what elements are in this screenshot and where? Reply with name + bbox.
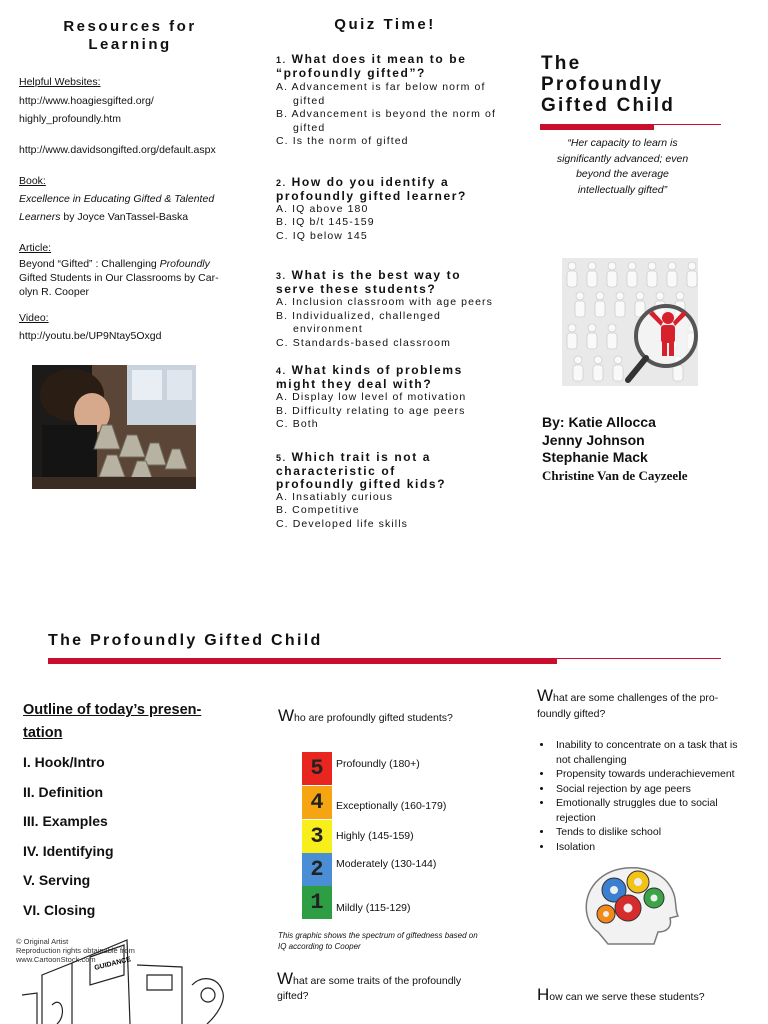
- giftedness-scale: [302, 752, 502, 920]
- challenge-item: • Emotionally struggles due to social rejection: [553, 796, 747, 825]
- scale-level-box: 3: [302, 820, 332, 853]
- quiz-question-2: 2. How do you identify a profoundly gifted learner? A. IQ above 180 B. IQ b/t 145-159 C. IQ below 145: [276, 176, 496, 244]
- websites-label: Helpful Websites:: [19, 76, 101, 88]
- outline-item: VI. Closing: [23, 901, 96, 918]
- quiz-title: Quiz Time!: [334, 16, 436, 33]
- cover-quote: “Her capacity to learn is significantly advanced; even beyond the average intellectually gifted”: [556, 137, 689, 196]
- cover-title: The Profoundly Gifted Child: [541, 53, 676, 116]
- scale-caption: This graphic shows the spectrum of giftedness based on IQ according to Cooper: [278, 931, 478, 951]
- serve-heading: How can we serve these students?: [537, 985, 705, 1004]
- resources-title: Resources for Learning: [63, 18, 197, 53]
- link-hoagies[interactable]: http://www.hoagiesgifted.org/ highly_profoundly.htm: [19, 95, 154, 125]
- video-label: Video:: [19, 312, 49, 324]
- answer-option: B. IQ b/t 145-159: [276, 216, 375, 228]
- challenge-item: • Tends to dislike school: [553, 825, 747, 840]
- outline-list: [23, 754, 114, 931]
- answer-option: A. IQ above 180: [276, 202, 369, 215]
- cartoon-credit: © Original Artist Reproduction rights obtainable from www.CartoonStock.com: [16, 937, 135, 964]
- answer-option: A. Advancement is far below norm of gifted: [276, 81, 486, 107]
- answer-option: C. Developed life skills: [276, 517, 409, 530]
- challenge-item: • Isolation: [553, 840, 747, 855]
- scale-level-box: 2: [302, 853, 332, 886]
- outline-item: I. Hook/Intro: [23, 754, 105, 770]
- article-line3: olyn R. Cooper: [19, 286, 90, 298]
- quiz-questions: [276, 53, 496, 531]
- answer-option: B. Advancement is beyond the norm of gifted: [276, 108, 496, 134]
- scale-label: Mildly (115-129): [336, 902, 411, 914]
- child-bells-photo: [32, 365, 196, 489]
- scale-label: Moderately (130-144): [336, 858, 437, 870]
- book-label: Book:: [19, 175, 46, 187]
- quiz-question-4: 4. What kinds of problems might they deal with? A. Display low level of motivation B. Difficulty relating to age peers C. Both: [276, 364, 496, 432]
- who-heading: Who are profoundly gifted students?: [278, 706, 453, 725]
- outline-title: Outline of today’s presen- tation: [23, 702, 202, 741]
- answer-option: B. Individualized, challenged environment: [276, 309, 441, 335]
- scale-level-box: 5: [302, 752, 332, 785]
- cover-rule-thick: [540, 125, 654, 130]
- scale-label: Highly (145-159): [336, 830, 414, 842]
- scale-row: [302, 886, 602, 919]
- brain-gears-image: [578, 862, 686, 946]
- scale-level-box: 1: [302, 886, 332, 919]
- answer-option: A. Inclusion classroom with age peers: [276, 296, 493, 308]
- scale-label: Profoundly (180+): [336, 758, 420, 770]
- page2-title: The Profoundly Gifted Child: [48, 632, 323, 649]
- outline-item: V. Serving: [23, 872, 91, 888]
- answer-option: A. Display low level of motivation: [276, 391, 467, 403]
- answer-option: B. Difficulty relating to age peers: [276, 404, 466, 417]
- challenge-item: • Inability to concentrate on a task that is not challenging: [553, 738, 747, 767]
- answer-option: A. Insatiably curious: [276, 490, 394, 503]
- scale-level-box: 4: [302, 786, 332, 819]
- outline-item: III. Examples: [23, 813, 108, 829]
- challenges-list: [537, 738, 747, 854]
- challenges-heading: What are some challenges of the pro- foundly gifted?: [537, 686, 719, 720]
- traits-heading: What are some traits of the profoundly gifted?: [277, 969, 462, 1002]
- quiz-question-1: 1. What does it mean to be “profoundly gifted”? A. Advancement is far below norm of gifted B. Advancement is beyond the norm of gifted C. Is the norm of gifted: [276, 52, 496, 147]
- answer-option: B. Competitive: [276, 504, 360, 516]
- authors: By: Katie Allocca Jenny Johnson Stephanie Mack Christine Van de Cayzeele: [542, 414, 688, 483]
- quiz-question-3: 3. What is the best way to serve these students? A. Inclusion classroom with age peers B. Individualized, challenged environment C. Standards-based classroom: [276, 269, 496, 350]
- answer-option: C. Standards-based classroom: [276, 336, 451, 349]
- outline-item: II. Definition: [23, 783, 104, 800]
- challenge-item: • Propensity towards underachievement: [553, 767, 747, 782]
- magnifier-figure-image: [562, 258, 698, 386]
- article-line2: Gifted Students in Our Classrooms by Car-: [19, 272, 219, 284]
- book-title: Excellence in Educating Gifted & Talented: [19, 193, 215, 205]
- answer-option: C. Is the norm of gifted: [276, 135, 409, 147]
- link-davidson[interactable]: http://www.davidsongifted.org/default.aspx: [19, 144, 216, 156]
- resources-list: [19, 75, 254, 343]
- article-label: Article:: [19, 242, 52, 254]
- outline-item: IV. Identifying: [23, 842, 114, 859]
- answer-option: C. IQ below 145: [276, 229, 368, 242]
- link-video[interactable]: http://youtu.be/UP9Ntay5Oxgd: [19, 330, 162, 342]
- quiz-question-5: 5. Which trait is not a characteristic of profoundly gifted kids? A. Insatiably curious B. Competitive C. Developed life skills: [276, 451, 496, 532]
- page2-rule-thick: [48, 659, 557, 664]
- challenge-item: • Social rejection by age peers: [553, 782, 747, 797]
- book-title-author: Learners by Joyce VanTassel-Baska: [19, 211, 189, 223]
- answer-option: C. Both: [276, 418, 319, 430]
- scale-label: Exceptionally (160-179): [336, 800, 447, 812]
- svg-text:GUIDANCE: GUIDANCE: [93, 956, 132, 972]
- article-line1: Beyond “Gifted” : Challenging Profoundly: [19, 258, 210, 270]
- cartoon-image: [12, 935, 242, 1024]
- scale-row: [302, 853, 602, 886]
